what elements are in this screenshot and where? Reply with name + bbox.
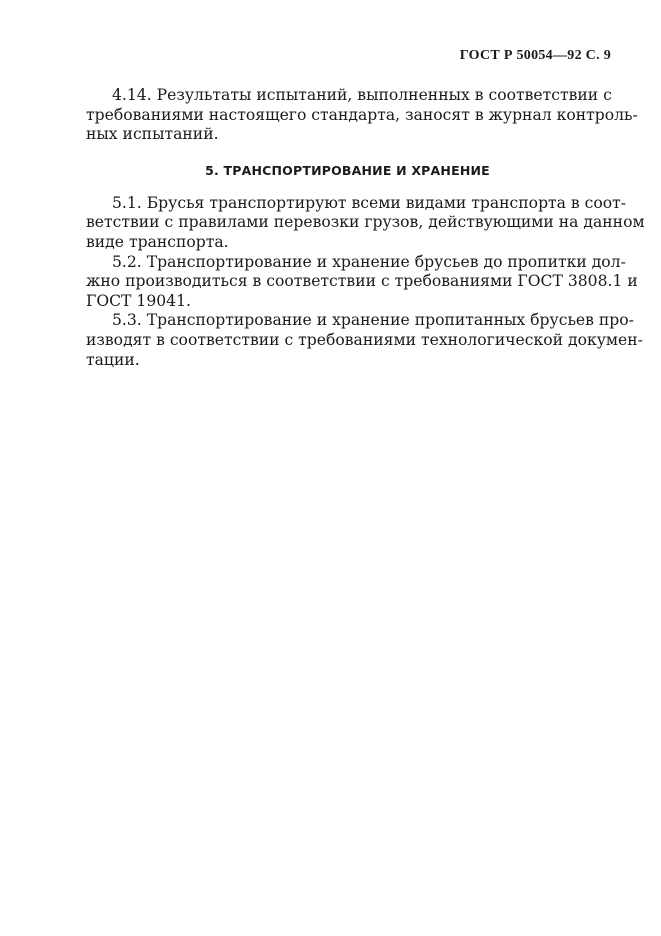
paragraph-line: изводят в соответствии с требованиями технологической докумен- [86,330,643,349]
paragraph-line: 4.14. Результаты испытаний, выполненных в соответствии с [112,86,612,104]
paragraph-line: ГОСТ 19041. [86,291,191,310]
paragraph-5-3 [86,311,643,370]
section-heading: 5. ТРАНСПОРТИРОВАНИЕ И ХРАНЕНИЕ [205,162,490,178]
paragraph-5-1 [86,193,645,253]
paragraph-5-2 [86,252,638,312]
paragraph-line: жно производиться в соответствии с требованиями ГОСТ 3808.1 и [86,272,638,291]
paragraph-line: тации. [86,350,140,369]
paragraph-line: виде транспорта. [86,232,229,251]
paragraph-line: 5.3. Транспортирование и хранение пропитанных брусьев про- [112,311,634,330]
paragraph-line: 5.1. Брусья транспортируют всеми видами транспорта в соот- [112,193,627,212]
paragraph-line: требованиями настоящего стандарта, заносят в журнал контроль- [86,105,638,124]
document-body [86,86,645,370]
page-header: ГОСТ Р 50054—92 С. 9 [459,48,611,63]
paragraph-line: ных испытаний. [86,125,219,144]
paragraph-line: 5.2. Транспортирование и хранение брусьев до пропитки дол- [112,252,626,271]
paragraph-4-14 [86,86,638,145]
paragraph-line: ветствии с правилами перевозки грузов, действующими на данном [86,213,645,232]
